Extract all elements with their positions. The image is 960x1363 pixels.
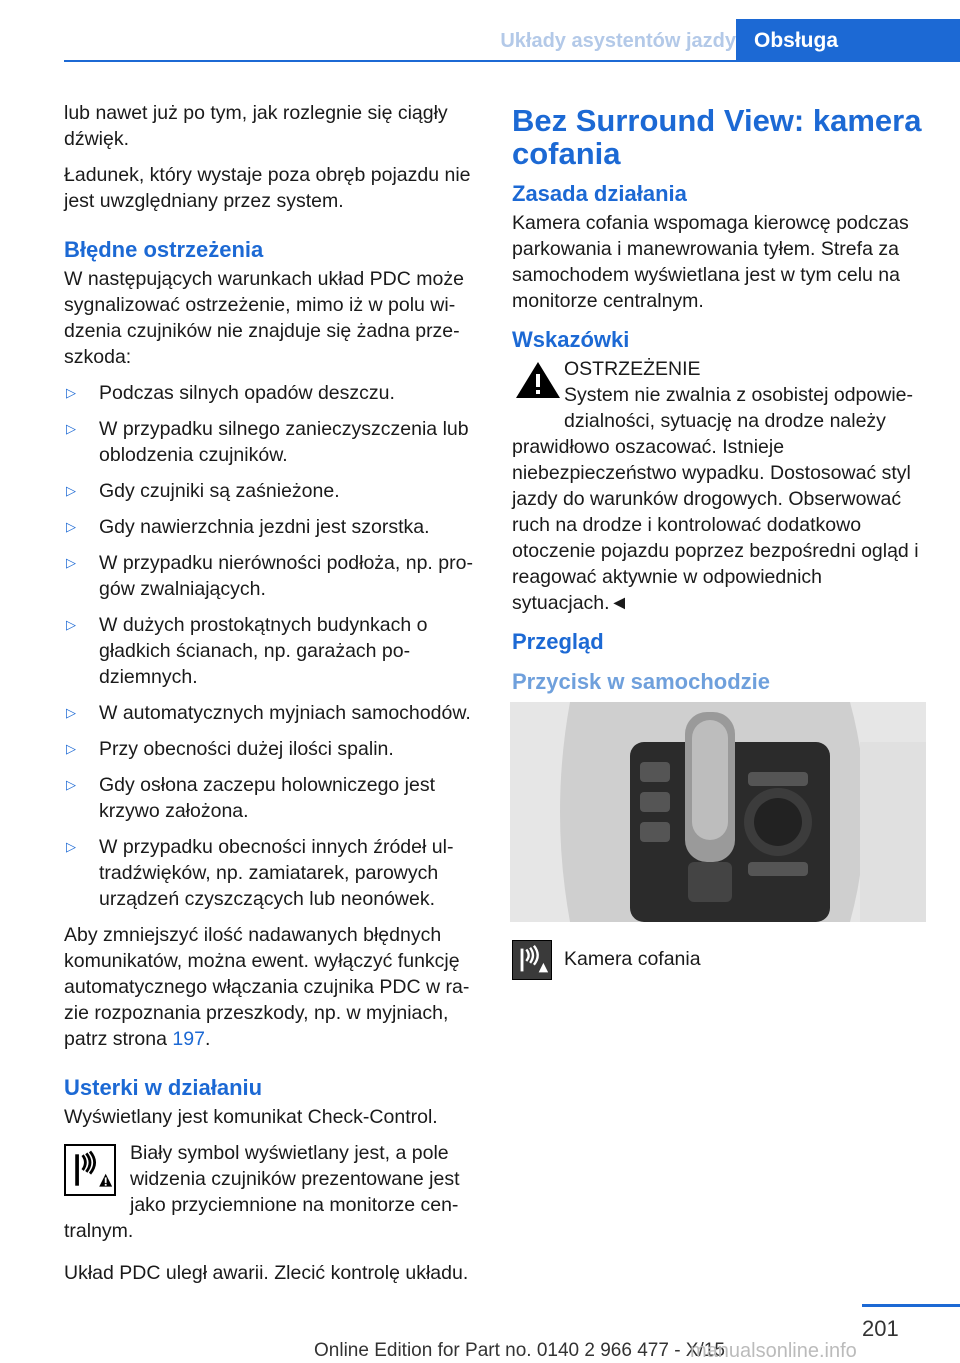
list-item: ▷ W przypadku silnego zanieczyszczenia lub oblodzenia czujników. xyxy=(66,418,469,466)
page-link[interactable]: 197 xyxy=(172,1028,205,1050)
bullet-triangle-icon: ▷ xyxy=(66,555,76,570)
heading-notes: Wskazówki xyxy=(512,327,630,352)
heading-false-warnings: Błędne ostrzeżenia xyxy=(64,237,264,262)
bullet-triangle-icon: ▷ xyxy=(66,617,76,632)
header-rule xyxy=(64,60,960,62)
rear-camera-button-icon xyxy=(512,940,552,980)
right-column xyxy=(512,100,926,980)
camera-button-row xyxy=(512,940,926,980)
paragraph: Układ PDC uległ awarii. Zlecić kontrolę układu. xyxy=(64,1262,469,1284)
heading-rear-camera: Bez Surround View: kamera cofania xyxy=(512,103,922,171)
bullet-triangle-icon: ▷ xyxy=(66,483,76,498)
warning-body: System nie zwalnia z osobistej odpowiedzialności, sytuację na drodze należy prawidłowo oszacować. Istnieje niebezpieczeństwo wypadku. Dostosować styl jazdy do warunków drogowych. Obserwować ruch na drodze i kontrolować dodatkowo otoczenie pojazdu poprzez bezpośredni ogląd i reagować aktywnie w odpowiednich sytuacjach.◄ xyxy=(512,384,919,614)
paragraph: W następujących warunkach układ PDC może sygnalizować ostrzeżenie, mimo iż w polu widzenia czujników nie znajduje się żadna przeszkoda: xyxy=(64,268,464,368)
paragraph: lub nawet już po tym, jak rozlegnie się ciągły dźwięk. xyxy=(64,102,448,150)
list-item: ▷ Gdy czujniki są zaśnieżone. xyxy=(66,480,340,502)
paragraph: Ładunek, który wystaje poza obręb pojazdu nie jest uwzględniany przez system. xyxy=(64,164,471,212)
list-item: ▷ W przypadku obecności innych źródeł ultradźwięków, np. zamiatarek, parowych urządzeń czyszczących lub neonówek. xyxy=(66,836,454,910)
paragraph: Wyświetlany jest komunikat Check-Control. xyxy=(64,1106,438,1128)
heading-overview: Przegląd xyxy=(512,629,604,654)
header-section-title: Układy asystentów jazdy xyxy=(500,30,736,52)
center-console-photo xyxy=(510,702,926,922)
conditions-list xyxy=(64,380,482,912)
bullet-triangle-icon: ▷ xyxy=(66,777,76,792)
list-item: ▷ W automatycznych myjniach samochodów. xyxy=(66,702,471,724)
bullet-triangle-icon: ▷ xyxy=(66,519,76,534)
warning-title: OSTRZEŻENIE xyxy=(564,358,701,380)
pdc-fault-note: Biały symbol wyświetlany jest, a pole widzenia czujników prezentowane jest jako przyciemnione na monitorze centralnym. xyxy=(64,1142,460,1242)
bullet-triangle-icon: ▷ xyxy=(66,741,76,756)
warning-triangle-icon xyxy=(512,358,564,406)
camera-button-label: Kamera cofania xyxy=(564,948,701,970)
bullet-triangle-icon: ▷ xyxy=(66,705,76,720)
paragraph-page-reference: Aby zmniejszyć ilość nadawanych błędnych komunikatów, można ewent. wyłączyć funkcję automatycznego włączania czujnika PDC w razie rozpoznania przeszkody, np. w myjniach, patrz strona 197. xyxy=(64,924,470,1050)
list-item: ▷ Podczas silnych opadów deszczu. xyxy=(66,382,395,404)
page-number: 201 xyxy=(862,1316,899,1341)
warning-block xyxy=(512,356,926,616)
heading-faults: Usterki w działaniu xyxy=(64,1075,263,1100)
header-chapter-tab: Obsługa xyxy=(736,19,960,61)
bullet-triangle-icon: ▷ xyxy=(66,385,76,400)
heading-button-in-car: Przycisk w samochodzie xyxy=(512,669,770,694)
list-item: ▷ W przypadku nierówności podłoża, np. progów zwalniających. xyxy=(66,552,473,600)
heading-principle: Zasada działania xyxy=(512,181,687,206)
list-item: ▷ W dużych prostokątnych budynkach o gładkich ścianach, np. garażach podziemnych. xyxy=(66,614,428,688)
bullet-triangle-icon: ▷ xyxy=(66,421,76,436)
list-item: ▷ Przy obecności dużej ilości spalin. xyxy=(66,738,394,760)
pdc-sensor-icon xyxy=(64,1144,116,1196)
left-column xyxy=(64,100,482,1296)
list-item: ▷ Gdy osłona zaczepu holowniczego jest krzywo założona. xyxy=(66,774,436,822)
watermark: manualsonline.info xyxy=(690,1340,857,1362)
edition-note: Online Edition for Part no. 0140 2 966 477 - X/15 xyxy=(314,1340,725,1361)
list-item: ▷ Gdy nawierzchnia jezdni jest szorstka. xyxy=(66,516,430,538)
footer-rule xyxy=(862,1304,960,1307)
bullet-triangle-icon: ▷ xyxy=(66,839,76,854)
paragraph: Kamera cofania wspomaga kierowcę podczas parkowania i manewrowania tyłem. Strefa za samochodem wyświetlana jest w tym celu na monitorze centralnym. xyxy=(512,212,909,312)
